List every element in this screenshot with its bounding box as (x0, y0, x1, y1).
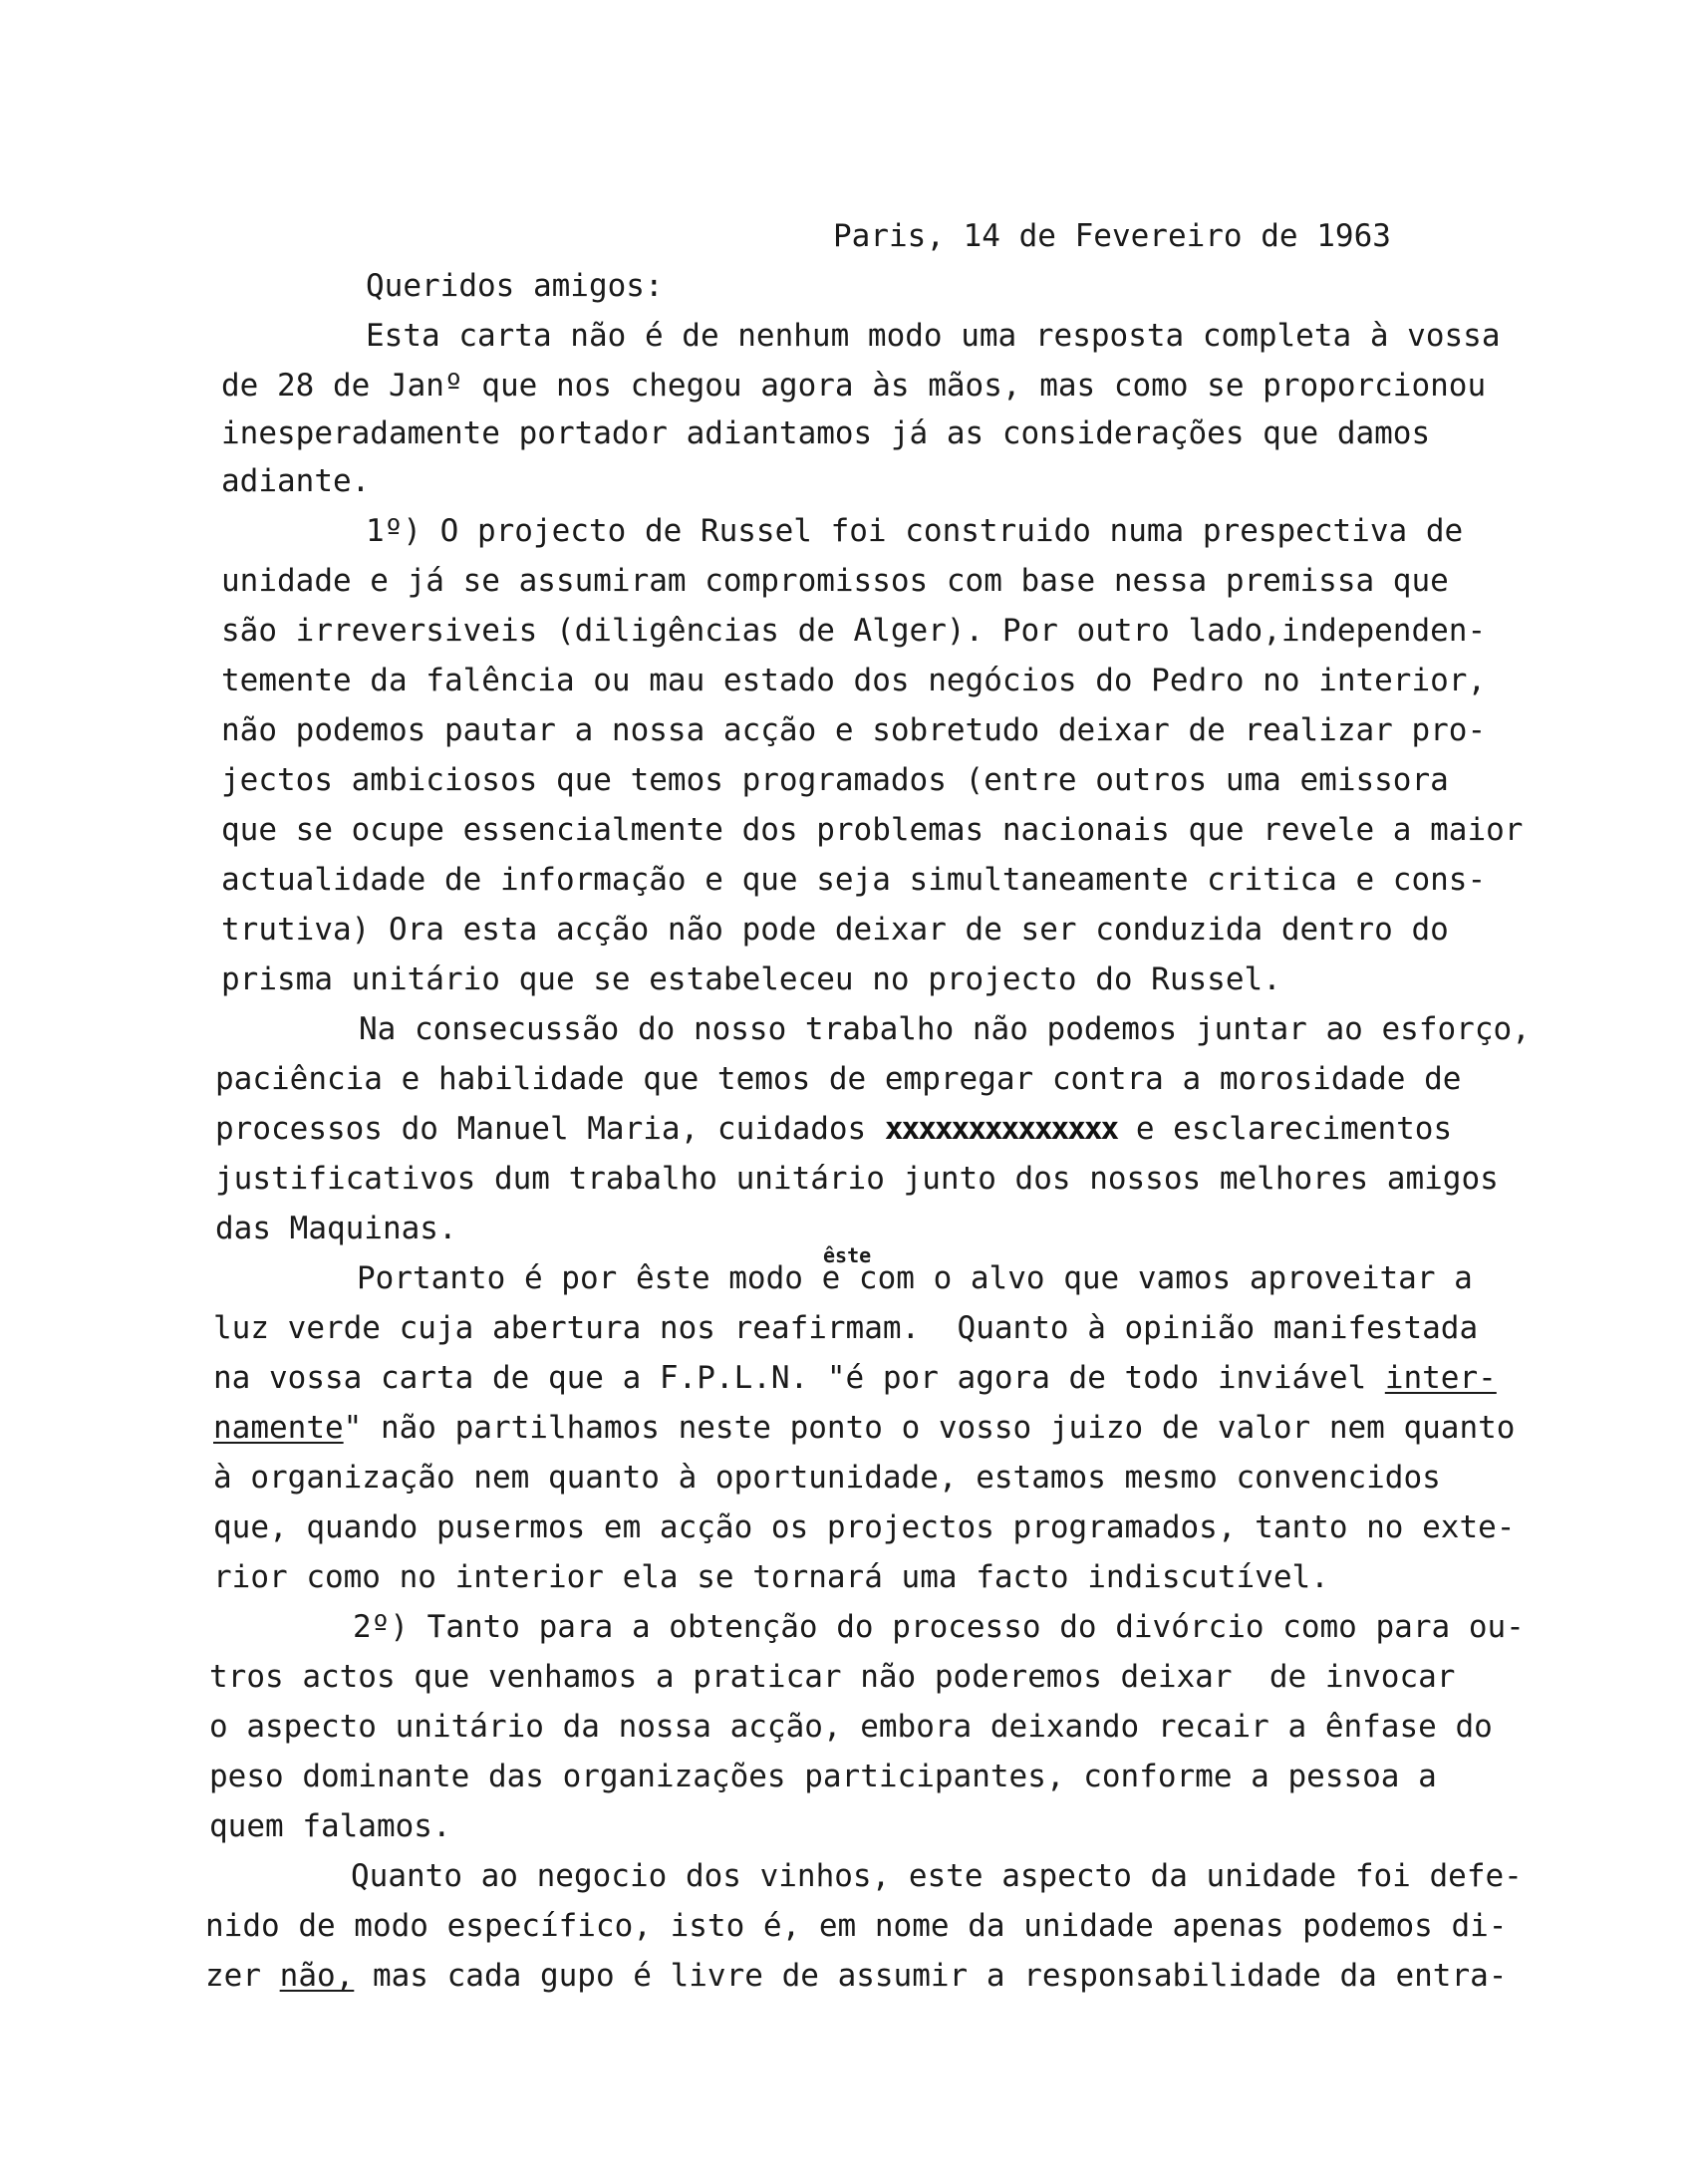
paragraph-1-line: de 28 de Janº que nos chegou agora às mãos, mas como se proporcionou (221, 368, 1487, 404)
paragraph-1-line: adiante. (221, 463, 371, 499)
paragraph-4-line: Portanto é por êste modo e com o alvo que vamos aproveitar a (357, 1260, 1473, 1296)
paragraph-5-line: quem falamos. (209, 1808, 451, 1844)
line-text: na vossa carta de que a F.P.L.N. "é por agora de todo inviável (213, 1360, 1385, 1396)
salutation: Queridos amigos: (366, 268, 664, 304)
paragraph-5-line: tros actos que venhamos a praticar não poderemos deixar de invocar (209, 1659, 1456, 1695)
paragraph-3-line: Na consecussão do nosso trabalho não podemos juntar ao esforço, (359, 1011, 1531, 1047)
underlined-text: inter- (1384, 1360, 1497, 1396)
paragraph-2-line: não podemos pautar a nossa acção e sobretudo deixar de realizar pro- (221, 712, 1487, 748)
paragraph-3-line: das Maquinas. (215, 1211, 457, 1246)
underlined-text: não, (279, 1958, 355, 1994)
line-text: " não partilhamos neste ponto o vosso juizo de valor nem quanto (343, 1410, 1516, 1446)
paragraph-4-line: rior como no interior ela se tornará uma facto indiscutível. (213, 1559, 1329, 1595)
line-text: processos do Manuel Maria, cuidados (215, 1111, 885, 1147)
paragraph-5-line: peso dominante das organizações participantes, conforme a pessoa a (209, 1759, 1437, 1794)
handwritten-insertion: êste (823, 1243, 872, 1267)
paragraph-1-line: inesperadamente portador adiantamos já as considerações que damos (221, 415, 1431, 451)
paragraph-3-line (215, 1111, 1453, 1147)
paragraph-6-line: Quanto ao negocio dos vinhos, este aspecto da unidade foi defe- (351, 1858, 1523, 1894)
line-text: e esclarecimentos (1117, 1111, 1453, 1147)
paragraph-4-line (213, 1410, 1516, 1446)
paragraph-4-line: à organização nem quanto à oportunidade, estamos mesmo convencidos (213, 1460, 1441, 1496)
paragraph-4-line: luz verde cuja abertura nos reafirmam. Quanto à opinião manifestada (213, 1310, 1479, 1346)
paragraph-5-line: o aspecto unitário da nossa acção, embora deixando recair a ênfase do (209, 1709, 1493, 1745)
paragraph-1-line: Esta carta não é de nenhum modo uma resposta completa à vossa (366, 318, 1501, 354)
paragraph-2-line: unidade e já se assumiram compromissos com base nessa premissa que (221, 563, 1449, 599)
line-text: zer (205, 1958, 280, 1994)
line-text: mas cada gupo é livre de assumir a responsabilidade da entra- (354, 1958, 1508, 1994)
struck-out-text: xxxxxxxxxxxxxx (884, 1111, 1118, 1147)
letter-date: Paris, 14 de Fevereiro de 1963 (833, 218, 1391, 254)
paragraph-3-line: justificativos dum trabalho unitário junto dos nossos melhores amigos (215, 1161, 1499, 1197)
paragraph-3-line: paciência e habilidade que temos de empregar contra a morosidade de (215, 1061, 1462, 1097)
paragraph-5-line: 2º) Tanto para a obtenção do processo do divórcio como para ou- (353, 1609, 1525, 1645)
paragraph-2-line: actualidade de informação e que seja simultaneamente critica e cons- (221, 862, 1487, 898)
paragraph-2-line: que se ocupe essencialmente dos problemas nacionais que revele a maior (221, 812, 1524, 848)
paragraph-4-line (213, 1360, 1497, 1396)
paragraph-6-line (205, 1958, 1508, 1994)
paragraph-6-line: nido de modo específico, isto é, em nome da unidade apenas podemos di- (205, 1908, 1508, 1944)
underlined-text: namente (213, 1410, 344, 1446)
paragraph-2-line: temente da falência ou mau estado dos negócios do Pedro no interior, (221, 663, 1487, 698)
paragraph-4-line: que, quando pusermos em acção os projectos programados, tanto no exte- (213, 1509, 1516, 1545)
paragraph-2-line: prisma unitário que se estabeleceu no projecto do Russel. (221, 961, 1281, 997)
paragraph-2-line: jectos ambiciosos que temos programados (entre outros uma emissora (221, 762, 1449, 798)
paragraph-2-line: 1º) O projecto de Russel foi construido numa prespectiva de (366, 513, 1464, 549)
paragraph-2-line: trutiva) Ora esta acção não pode deixar de ser conduzida dentro do (221, 912, 1449, 948)
paragraph-2-line: são irreversiveis (diligências de Alger). Por outro lado,independen- (221, 613, 1487, 649)
